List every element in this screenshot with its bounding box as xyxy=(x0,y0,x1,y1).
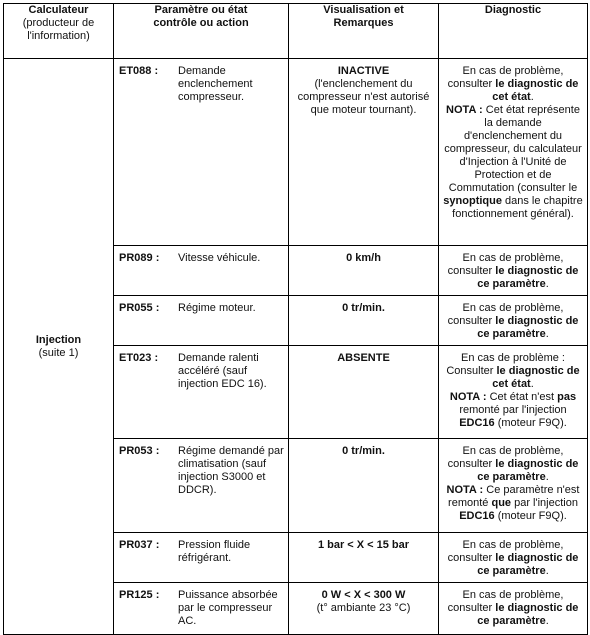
diagnostic-cell xyxy=(439,439,588,533)
param-code: PR037 : xyxy=(119,539,160,551)
note-bold: que xyxy=(491,497,512,509)
visualisation-cell xyxy=(289,583,439,635)
diag-link-text: le diagnostic de ce paramètre xyxy=(477,315,579,340)
param-code: ET023 : xyxy=(119,352,159,364)
param-name: Régime demandé par climatisation (sauf injection S3000 et DDCR). xyxy=(178,445,284,496)
diag-text: En cas de problème, consulter xyxy=(447,302,564,327)
param-cell xyxy=(114,296,289,346)
diag-link-text: le diagnostic de cet état xyxy=(492,78,579,103)
param-cell xyxy=(114,246,289,296)
param-code: PR089 : xyxy=(119,252,160,264)
vis-note: (l'enclenchement du compresseur n'est autorisé que moteur tournant). xyxy=(297,78,430,116)
note-label: NOTA : xyxy=(446,484,484,496)
calculateur-name: Injection xyxy=(35,333,82,346)
calculateur-cell xyxy=(4,59,114,635)
param-name: Puissance absorbée par le compresseur AC. xyxy=(178,589,278,627)
note-text-mid: par l'injection xyxy=(511,497,578,509)
header-calculateur-title: Calculateur xyxy=(28,4,89,16)
table-row xyxy=(4,59,588,246)
diag-text: En cas de problème, consulter xyxy=(447,252,564,277)
vis-value: 0 tr/min. xyxy=(342,302,385,314)
diag-punct: . xyxy=(545,328,549,340)
visualisation-cell xyxy=(289,346,439,439)
diagnostic-cell xyxy=(439,246,588,296)
vis-value: 0 km/h xyxy=(346,252,381,264)
vis-value: 1 bar < X < 15 bar xyxy=(317,539,410,551)
vis-value: ABSENTE xyxy=(337,352,390,364)
diag-link-text: le diagnostic de ce paramètre xyxy=(477,552,579,577)
diag-text: En cas de problème, consulter xyxy=(447,539,564,564)
diagnostic-cell xyxy=(439,346,588,439)
visualisation-cell xyxy=(289,296,439,346)
visualisation-cell xyxy=(289,439,439,533)
diag-link-text: le diagnostic de ce paramètre xyxy=(477,602,579,627)
diagnostic-cell xyxy=(439,59,588,246)
note-text-end: (moteur F9Q). xyxy=(494,510,567,522)
header-calculateur xyxy=(4,4,114,59)
param-code: ET088 : xyxy=(119,65,159,77)
note-text: Cet état n'est xyxy=(486,391,558,403)
param-name: Demande ralenti accéléré (sauf injection EDC 16). xyxy=(178,352,267,390)
header-calculateur-sub: (producteur de l'information) xyxy=(22,17,95,42)
param-name: Pression fluide réfrigérant. xyxy=(178,539,251,564)
note-text-end: (moteur F9Q). xyxy=(494,417,567,429)
vis-value: 0 tr/min. xyxy=(342,445,385,457)
diagnostic-cell xyxy=(439,583,588,635)
note-text: Ce paramètre n'est remonté xyxy=(448,484,580,509)
header-row xyxy=(4,4,588,59)
diagnostic-cell xyxy=(439,296,588,346)
note-bold: pas xyxy=(557,391,577,403)
visualisation-cell xyxy=(289,533,439,583)
diag-punct: . xyxy=(530,91,534,103)
diagnostic-table xyxy=(3,3,588,635)
param-cell xyxy=(114,59,289,246)
param-cell xyxy=(114,533,289,583)
note-text-mid: remonté par l'injection xyxy=(459,404,567,416)
visualisation-cell xyxy=(289,246,439,296)
diag-text: En cas de problème, consulter xyxy=(447,65,564,90)
note-text: Cet état représente la demande d'enclenchement du compresseur, du calculateur d'Injection à l'Unité de Protection et de Commutation (consulter le xyxy=(444,104,582,194)
diag-text: En cas de problème, consulter xyxy=(447,589,564,614)
param-cell xyxy=(114,346,289,439)
diag-punct: . xyxy=(530,378,534,390)
param-cell xyxy=(114,439,289,533)
param-name: Régime moteur. xyxy=(178,302,256,314)
header-visualisation: Visualisation et Remarques xyxy=(289,4,439,59)
param-cell xyxy=(114,583,289,635)
diag-punct: . xyxy=(545,615,549,627)
param-code: PR125 : xyxy=(119,589,160,601)
header-diagnostic: Diagnostic xyxy=(439,4,588,59)
note-label: NOTA : xyxy=(449,391,487,403)
header-parametre: Paramètre ou état contrôle ou action xyxy=(114,4,289,59)
note-text-end: dans le chapitre fonctionnement général). xyxy=(452,195,583,220)
diag-punct: . xyxy=(545,471,549,483)
param-code: PR055 : xyxy=(119,302,160,314)
note-label: NOTA : xyxy=(446,104,483,116)
note-bold: synoptique xyxy=(443,195,502,207)
visualisation-cell xyxy=(289,59,439,246)
calculateur-sub: (suite 1) xyxy=(38,346,79,359)
diag-link-text: le diagnostic de ce paramètre xyxy=(477,265,579,290)
note-bold-2: EDC16 xyxy=(459,417,495,429)
diag-text: En cas de problème : Consulter xyxy=(446,352,565,377)
param-name: Demande enclenchement compresseur. xyxy=(178,65,253,103)
diagnostic-cell xyxy=(439,533,588,583)
diag-text: En cas de problème, consulter xyxy=(447,445,564,470)
note-bold-2: EDC16 xyxy=(459,510,495,522)
param-code: PR053 : xyxy=(119,445,160,457)
vis-note: (t° ambiante 23 °C) xyxy=(316,602,411,614)
vis-value: INACTIVE xyxy=(337,65,390,77)
diag-link-text: le diagnostic de ce paramètre xyxy=(477,458,579,483)
vis-value: 0 W < X < 300 W xyxy=(321,589,406,601)
diag-punct: . xyxy=(545,565,549,577)
diag-link-text: le diagnostic de cet état xyxy=(492,365,580,390)
param-name: Vitesse véhicule. xyxy=(178,252,261,264)
diag-punct: . xyxy=(545,278,549,290)
